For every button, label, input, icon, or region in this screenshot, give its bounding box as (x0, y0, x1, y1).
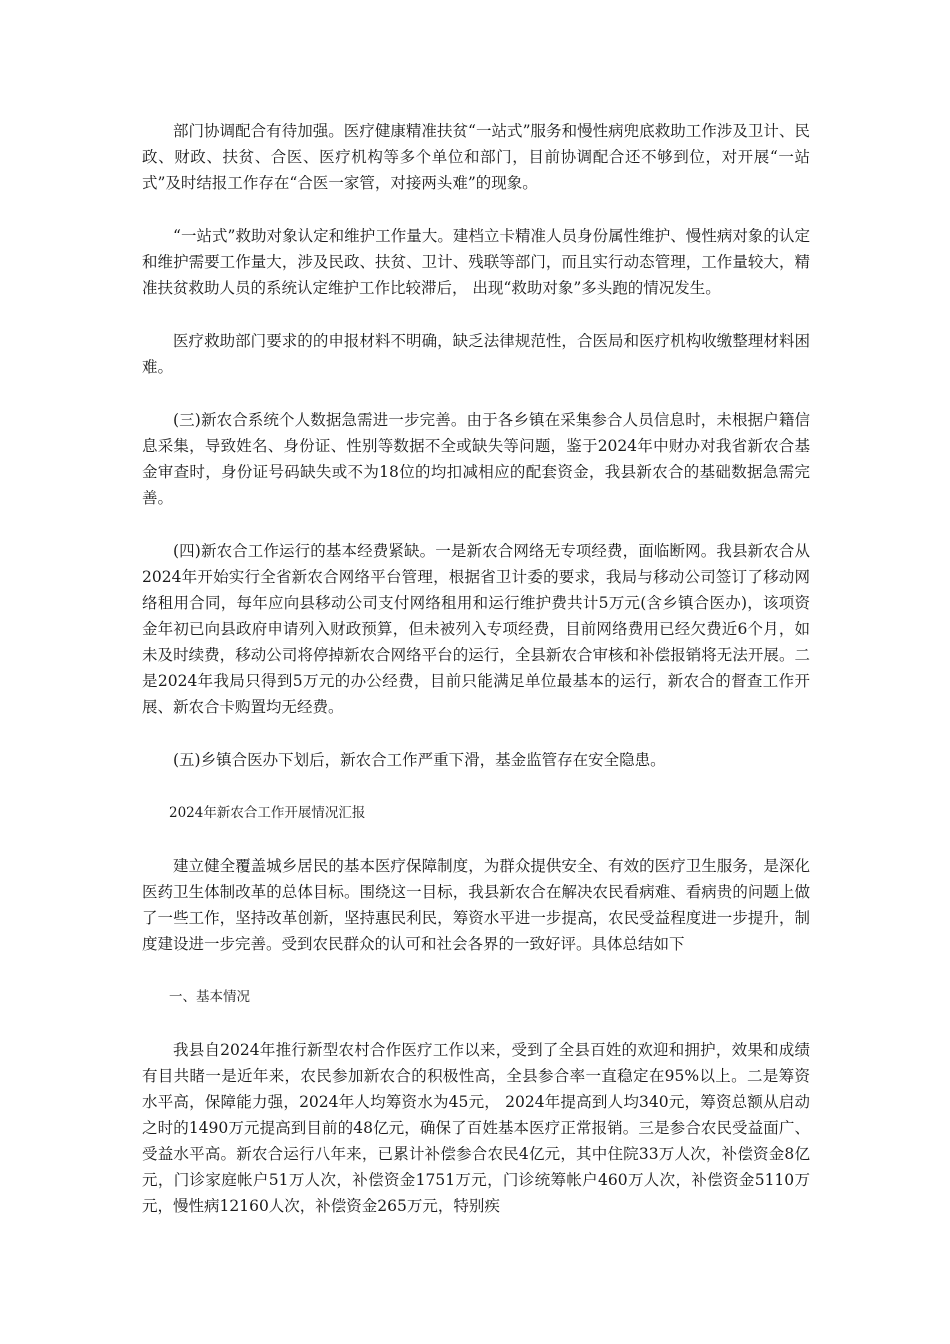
paragraph-intro: 建立健全覆盖城乡居民的基本医疗保障制度，为群众提供安全、有效的医疗卫生服务，是深化医药卫生体制改革的总体目标。围绕这一目标，我县新农合在解决农民看病难、看病贵的问题上做了一些工作，坚持改革创新，坚持惠民利民，筹资水平进一步提高，农民受益程度进一步提升，制度建设进一步完善。受到农民群众的认可和社会各界的一致好评。具体总结如下 (142, 857, 810, 953)
paragraph-section-4-funding: (四)新农合工作运行的基本经费紧缺。一是新农合网络无专项经费，面临断网。我县新农合从2024年开始实行全省新农合网络平台管理，根据省卫计委的要求，我局与移动公司签订了移动网络租用合同，每年应向县移动公司支付网络租用和运行维护费共计5万元(含乡镇合医办)，该项资金年初已向县政府申请列入财政预算，但未被列入专项经费，目前网络费用已经欠费近6个月，如未及时续费，移动公司将停掉新农合网络平台的运行，全县新农合审核和补偿报销将无法开展。二是2024年我局只得到5万元的办公经费，目前只能满足单位最基本的运行，新农合的督查工作开展、新农合卡购置均无经费。 (142, 542, 810, 716)
paragraph-application-materials: 医疗救助部门要求的的申报材料不明确，缺乏法律规范性，合医局和医疗机构收缴整理材料困难。 (142, 332, 810, 376)
paragraph-basic-situation: 我县自2024年推行新型农村合作医疗工作以来，受到了全县百姓的欢迎和拥护，效果和成绩有目共睹一是近年来，农民参加新农合的积极性高，全县参合率一直稳定在95%以上。二是筹资水平高，保障能力强，2024年人均筹资水为45元， 2024年提高到人均340元，筹资总额从启动之时的1490万元提高到目前的48亿元，确保了百姓基本医疗正常报销。三是参合农民受益面广、受益水平高。新农合运行八年来，已累计补偿参合农民4亿元，其中住院33万人次，补偿资金8亿元，门诊家庭帐户51万人次，补偿资金1751万元，门诊统筹帐户460万人次，补偿资金5110万元，慢性病12160人次，补偿资金265万元，特别疾 (142, 1041, 810, 1215)
report-title: 2024年新农合工作开展情况汇报 (169, 805, 366, 821)
paragraph-section-5-township: (五)乡镇合医办下划后，新农合工作严重下滑，基金监管存在安全隐患。 (173, 751, 666, 769)
paragraph-section-3-data: (三)新农合系统个人数据急需进一步完善。由于各乡镇在采集参合人员信息时，未根据户籍信息采集，导致姓名、身份证、性别等数据不全或缺失等问题，鉴于2024年中财办对我省新农合基金审查时，身份证号码缺失或不为18位的均扣减相应的配套资金，我县新农合的基础数据急需完善。 (142, 411, 810, 507)
section-heading-basic-situation: 一、基本情况 (169, 989, 250, 1005)
paragraph-one-stop-workload: “一站式”救助对象认定和维护工作量大。建档立卡精准人员身份属性维护、慢性病对象的认定和维护需要工作量大，涉及民政、扶贫、卫计、残联等部门，而且实行动态管理，工作量较大，精准扶贫救助人员的系统认定维护工作比较滞后， 出现“救助对象”多头跑的情况发生。 (142, 227, 810, 297)
paragraph-coordination: 部门协调配合有待加强。医疗健康精准扶贫“一站式”服务和慢性病兜底救助工作涉及卫计、民政、财政、扶贫、合医、医疗机构等多个单位和部门，目前协调配合还不够到位，对开展“一站式”及时结报工作存在“合医一家管，对接两头难”的现象。 (142, 122, 810, 192)
document-page (142, 118, 810, 1246)
